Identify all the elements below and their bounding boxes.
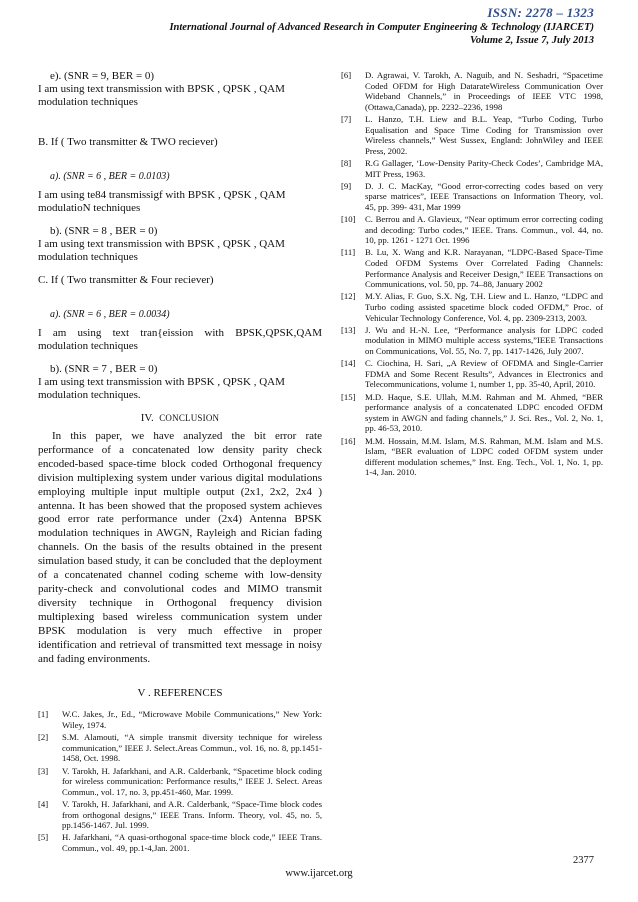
reference-number: [8] bbox=[341, 157, 352, 168]
reference-item bbox=[38, 832, 322, 853]
conclusion-paragraph: In this paper, we have analyzed the bit error rate performance of a concatenated low density parity check encoded-based space-time block coded Orthogonal frequency division multiplexing system under various digital modulations employing multiple input multiple output (2x1, 2x2, 2x4 ) antenna. It has been showed that the proposed system achieves good error rate performance under (2x4) Antenna BPSK modulation techniques in AWGN, Rayleigh and Rician fading channels. On the basis of the results obtained in the present simulation based study, it can be concluded that the deployment of a concatenated channel coding scheme with low-density parity-check and convolutional codes and MIMO transmit diversity technique in Orthogonal frequency division multiplexing based wireless communication system under BPSK modulation is very much effective in proper identification and retrieval of transmitted text message in noisy and fading environments. bbox=[38, 430, 322, 665]
reference-text: M.D. Haque, S.E. Ullah, M.M. Rahman and M. Ahmed, “BER performance analysis of a concatenated LDPC encoded OFDM system in AWGN and fading channels,” J. Sci. Res., Vol. 2, No. 1, pp. 46-53, 2010. bbox=[365, 391, 603, 434]
reference-number: [2] bbox=[38, 732, 49, 743]
case-a2-title: a). (SNR = 6 , BER = 0.0034) bbox=[50, 309, 170, 320]
conclusion-number: IV. bbox=[140, 412, 154, 424]
case-a1-text: I am using te84 transmissigf with BPSK , QPSK , QAM modulatioN techniques bbox=[38, 189, 286, 214]
page-number: 2377 bbox=[573, 855, 594, 866]
reference-item bbox=[38, 766, 322, 798]
reference-text: D. J. C. MacKay, “Good error-correcting codes based on very sparse matrices”, IEEE Transactions on Information Theory, vol. 45, pp. 399- 431, Mar 1999 bbox=[365, 180, 603, 212]
reference-text: S.M. Alamouti, “A simple transmit diversity technique for wireless communication,” IEEE J. Select.Areas Commun., vol. 16, no. 8, pp.1451-1458, Oct. 1998. bbox=[62, 732, 322, 764]
case-e-title: e). (SNR = 9, BER = 0) bbox=[50, 70, 155, 82]
reference-text: C. Ciochina, H. Sari, „A Review of OFDMA and Single-Carrier FDMA and Some Recent Results”, Advances in Electronics and Telecommunications, volume 1, number 1, pp. 35-40, April, 2010. bbox=[365, 358, 603, 390]
reference-item bbox=[341, 181, 603, 213]
reference-text: R.G Gallager, ‘Low-Density Parity-Check Codes’, Cambridge MA, MIT Press, 1963. bbox=[365, 157, 603, 179]
reference-number: [6] bbox=[341, 70, 352, 80]
case-a2-text: I am using text tran{eission with BPSK,QPSK,QAM modulation techniques bbox=[38, 327, 322, 352]
references-list-right bbox=[341, 70, 603, 478]
reference-item bbox=[341, 70, 603, 112]
reference-text: J. Wu and H.-N. Lee, “Performance analysis for LDPC coded modulation in MIMO multiple access systems,”IEEE Transactions on Communications, Vol. 55, No. 7, pp. 1417-1426, July 2007. bbox=[365, 324, 603, 356]
reference-item bbox=[341, 247, 603, 289]
reference-item bbox=[38, 709, 322, 730]
section-b-heading: B. If ( Two transmitter & TWO reciever) bbox=[38, 136, 218, 148]
reference-number: [14] bbox=[341, 358, 356, 369]
reference-text: V. Tarokh, H. Jafarkhani, and A.R. Calderbank, “Space-Time block codes from orthogonal designs,” IEEE Trans. Inform. Theory, vol. 45, no. 5, pp.1456-1467. Jul. 1999. bbox=[62, 798, 322, 831]
reference-text: W.C. Jakes, Jr., Ed., “Microwave Mobile Communications,” New York: Wiley, 1974. bbox=[62, 709, 322, 730]
case-e-text: I am using text transmission with BPSK , QPSK , QAM modulation techniques bbox=[38, 83, 285, 108]
references-number: V . bbox=[137, 687, 151, 700]
reference-number: [16] bbox=[341, 435, 356, 446]
reference-number: [4] bbox=[38, 798, 49, 809]
reference-text: C. Berrou and A. Glavieux, “Near optimum error correcting coding and decoding: Turbo codes,” IEEE. Trans. Commun., vol. 44, no. 10, pp. 1261 - 1271 Oct. 1996 bbox=[365, 214, 603, 246]
case-b1-title: b). (SNR = 8 , BER = 0) bbox=[50, 225, 158, 237]
reference-number: [1] bbox=[38, 709, 49, 720]
case-b2-text: I am using text transmission with BPSK , QPSK , QAM modulation techniques. bbox=[38, 376, 285, 401]
conclusion-label: CONCLUSION bbox=[159, 413, 220, 423]
reference-number: [13] bbox=[341, 324, 356, 335]
reference-item bbox=[341, 436, 603, 478]
left-column bbox=[38, 70, 322, 855]
reference-number: [10] bbox=[341, 214, 356, 225]
conclusion-heading bbox=[38, 412, 322, 424]
reference-text: H. Jafarkhani, “A quasi-orthogonal space-time block code,” IEEE Trans. Commun., vol. 49, pp.1-4,Jan. 2001. bbox=[62, 832, 322, 853]
issn-header: ISSN: 2278 – 1323 bbox=[487, 5, 594, 20]
reference-number: [15] bbox=[341, 391, 356, 402]
references-heading bbox=[38, 687, 322, 699]
section-c-heading: C. If ( Two transmitter & Four reciever) bbox=[38, 274, 214, 286]
reference-item bbox=[341, 291, 603, 323]
reference-item bbox=[38, 799, 322, 831]
reference-number: [3] bbox=[38, 765, 49, 776]
reference-number: [9] bbox=[341, 180, 352, 191]
reference-number: [12] bbox=[341, 291, 356, 302]
journal-title: International Journal of Advanced Research in Computer Engineering & Technology (IJARCET) bbox=[169, 22, 594, 33]
reference-text: L. Hanzo, T.H. Liew and B.L. Yeap, “Turbo Coding, Turbo Equalisation and Space Time Coding for Transmission over Wireless channels,” West Sussex, England: JohnWiley and IEEE Press, 2002. bbox=[365, 113, 603, 156]
case-a1-title: a). (SNR = 6 , BER = 0.0103) bbox=[50, 171, 170, 182]
reference-number: [5] bbox=[38, 832, 49, 843]
reference-item bbox=[341, 158, 603, 179]
reference-item bbox=[341, 214, 603, 246]
reference-text: V. Tarokh, H. Jafarkhani, and A.R. Calderbank, “Spacetime block coding for wireless communication: Performance results,” IEEE J. Select. Areas Commun., vol. 17, no. 3, pp.451-460, Mar. 1999. bbox=[62, 765, 322, 797]
reference-item bbox=[341, 325, 603, 357]
reference-text: B. Lu, X. Wang and K.R. Narayanan, “LDPC-Based Space-Time Coded OFDM Systems Over Correlated Fading Channels: Performance Analysis and Receiver Design,” IEEE Transactions on Communications, vol. 50, pp. 74–88, January 2002 bbox=[365, 247, 603, 290]
footer-url: www.ijarcet.org bbox=[285, 868, 353, 879]
reference-item bbox=[341, 392, 603, 434]
reference-number: [7] bbox=[341, 113, 352, 124]
reference-text: D. Agrawai, V. Tarokh, A. Naguib, and N. Seshadri, “Spacetime Coded OFDM for High DatarateWireless Communication Over Wideband Channels,” in Proceedings of IEEE VTC 1998, (Ottawa,Canada), pp. 2232–2236, 1998 bbox=[365, 70, 603, 112]
case-b1-text: I am using text transmission with BPSK , QPSK , QAM modulation techniques bbox=[38, 238, 285, 263]
references-list-left bbox=[38, 709, 322, 853]
reference-item bbox=[341, 358, 603, 390]
reference-text: M.Y. Alias, F. Guo, S.X. Ng, T.H. Liew and L. Hanzo, “LDPC and Turbo coding assisted spacetime block coded OFDM,” Proc. of Vehicular Technology Conference, Vol. 4, pp. 2309-2313, 2003. bbox=[365, 291, 603, 323]
reference-item bbox=[38, 732, 322, 764]
references-label: REFERENCES bbox=[153, 687, 223, 700]
volume-info: Volume 2, Issue 7, July 2013 bbox=[470, 35, 594, 46]
reference-number: [11] bbox=[341, 247, 356, 258]
reference-item bbox=[341, 114, 603, 156]
reference-text: M.M. Hossain, M.M. Islam, M.S. Rahman, M.M. Islam and M.S. Islam, “BER evaluation of LDPC coded OFDM system under different modulation schemes,” Inst. Eng. Tech., Vol. 1, No. 1, pp. 1-4, Jan. 2010. bbox=[365, 435, 603, 478]
right-column bbox=[341, 70, 603, 480]
case-b2-title: b). (SNR = 7 , BER = 0) bbox=[50, 363, 158, 375]
